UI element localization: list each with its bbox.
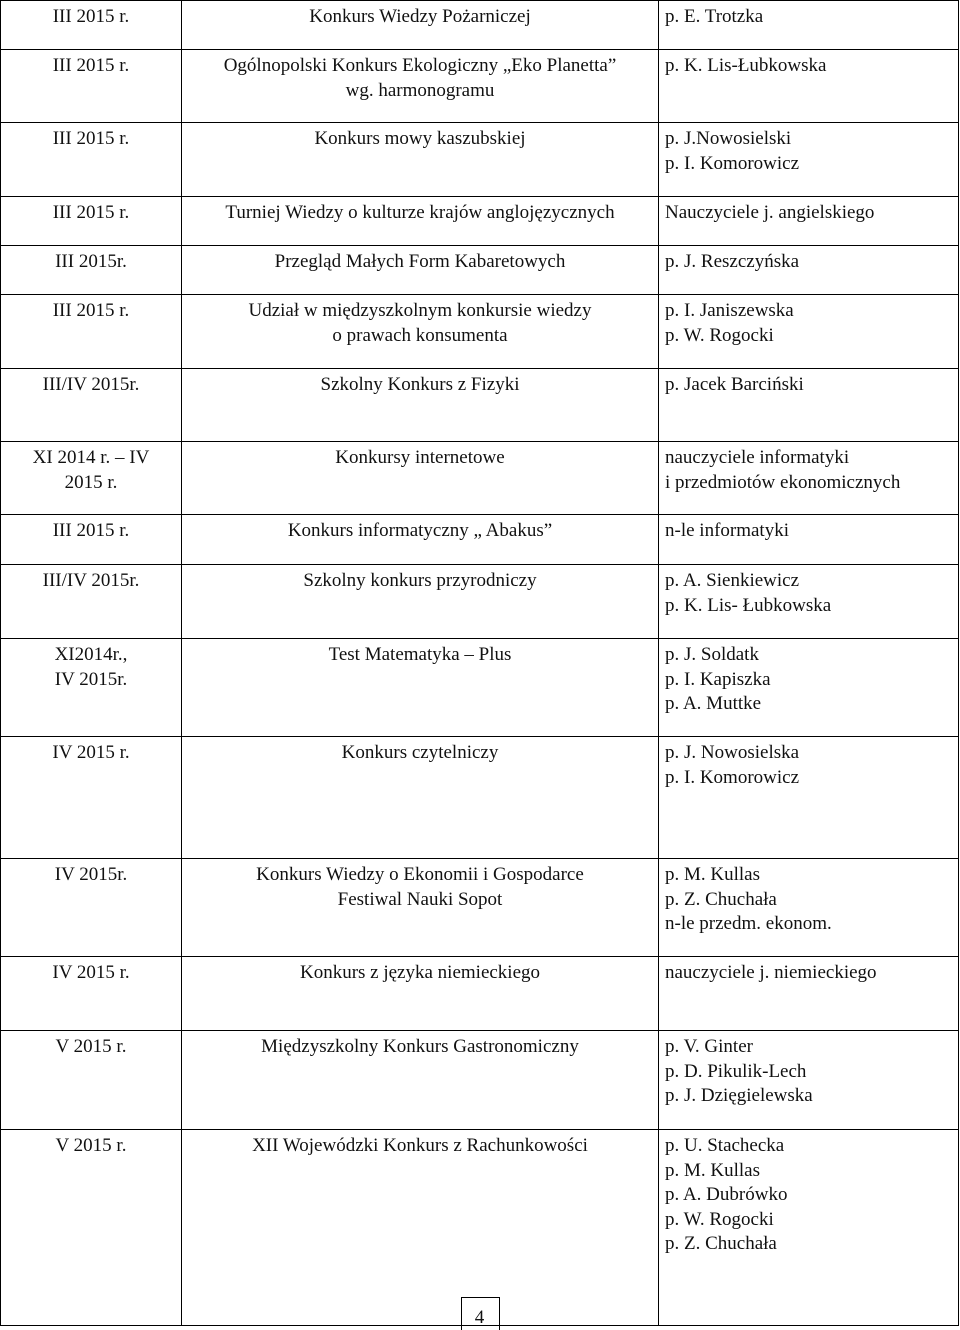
event-cell-line: Udział w międzyszkolnym konkursie wiedzy (248, 300, 592, 321)
date-cell (1, 442, 182, 515)
date-cell (1, 197, 182, 246)
table-row (1, 737, 959, 859)
person-cell (659, 442, 959, 515)
person-cell-line: p. A. Sienkiewicz (665, 570, 800, 591)
person-cell-line: p. D. Pikulik-Lech (665, 1060, 807, 1082)
table-row (1, 515, 959, 565)
person-cell (659, 515, 959, 565)
event-cell (182, 442, 659, 515)
person-cell-line: p. K. Lis-Łubkowska (665, 55, 827, 76)
schedule-body (1, 1, 959, 1326)
event-cell-line: Test Matematyka – Plus (328, 644, 512, 665)
table-row (1, 123, 959, 197)
person-cell-line: n-le informatyki (665, 520, 789, 541)
event-cell (182, 295, 659, 369)
person-cell-line: p. M. Kullas (665, 864, 760, 885)
person-cell (659, 859, 959, 957)
person-cell-line: p. Z. Chuchała (665, 1233, 777, 1254)
person-cell-line: p. A. Muttke (665, 693, 762, 714)
table-row (1, 565, 959, 639)
date-cell-line: IV 2015r. (54, 668, 128, 690)
person-cell-line: p. J. Dzięgielewska (665, 1085, 813, 1106)
person-cell-line: p. M. Kullas (665, 1159, 760, 1181)
event-cell-line: Konkurs Wiedzy o Ekonomii i Gospodarce (256, 864, 584, 885)
person-cell-line: p. Z. Chuchała (665, 888, 777, 910)
person-cell-line: p. I. Janiszewska (665, 300, 794, 321)
person-cell (659, 957, 959, 1031)
event-cell (182, 859, 659, 957)
event-cell-line: Ogólnopolski Konkurs Ekologiczny „Eko Planetta” (223, 55, 617, 76)
date-cell (1, 295, 182, 369)
date-cell (1, 957, 182, 1031)
date-cell (1, 246, 182, 295)
event-cell (182, 369, 659, 442)
person-cell-line: p. W. Rogocki (665, 324, 774, 346)
date-cell-line: III 2015 r. (52, 202, 130, 223)
person-cell (659, 565, 959, 639)
date-cell-line: 2015 r. (64, 471, 118, 493)
event-cell (182, 246, 659, 295)
table-row (1, 1, 959, 50)
event-cell-line: Szkolny Konkurs z Fizyki (320, 374, 520, 395)
table-row (1, 50, 959, 123)
date-cell (1, 859, 182, 957)
person-cell (659, 1130, 959, 1326)
date-cell (1, 123, 182, 197)
table-row (1, 295, 959, 369)
person-cell-line: p. K. Lis- Łubkowska (665, 594, 832, 616)
person-cell-line: Nauczyciele j. angielskiego (665, 202, 875, 223)
event-cell (182, 515, 659, 565)
event-cell (182, 1031, 659, 1130)
person-cell (659, 123, 959, 197)
person-cell-line: p. J. Reszczyńska (665, 251, 800, 272)
person-cell (659, 1, 959, 50)
event-cell (182, 123, 659, 197)
table-row (1, 639, 959, 737)
event-cell (182, 639, 659, 737)
table-row (1, 197, 959, 246)
table-row (1, 442, 959, 515)
event-cell-line: Konkursy internetowe (335, 447, 505, 468)
event-cell (182, 197, 659, 246)
date-cell-line: III 2015 r. (52, 6, 130, 27)
date-cell (1, 1, 182, 50)
event-cell-line: Konkurs Wiedzy Pożarniczej (309, 6, 531, 27)
date-cell (1, 1130, 182, 1326)
person-cell-line: p. J.Nowosielski (665, 128, 792, 149)
event-cell (182, 1, 659, 50)
event-cell-line: Festiwal Nauki Sopot (337, 888, 503, 910)
person-cell-line: p. A. Dubrówko (665, 1184, 788, 1205)
person-cell-line: p. I. Kapiszka (665, 668, 771, 690)
person-cell-line: p. V. Ginter (665, 1036, 753, 1057)
event-cell-line: Konkurs mowy kaszubskiej (314, 128, 526, 149)
person-cell-line: nauczyciele j. niemieckiego (665, 962, 877, 983)
person-cell (659, 246, 959, 295)
event-cell-line: Przegląd Małych Form Kabaretowych (274, 251, 566, 272)
date-cell-line: III/IV 2015r. (42, 374, 140, 395)
date-cell-line: III 2015 r. (52, 520, 130, 541)
person-cell-line: i przedmiotów ekonomicznych (665, 471, 901, 493)
date-cell (1, 1031, 182, 1130)
date-cell-line: III 2015 r. (52, 300, 130, 321)
date-cell (1, 639, 182, 737)
date-cell (1, 369, 182, 442)
person-cell-line: p. Jacek Barciński (665, 374, 804, 395)
event-cell (182, 565, 659, 639)
event-cell-line: Szkolny konkurs przyrodniczy (303, 570, 537, 591)
person-cell (659, 737, 959, 859)
date-cell-line: IV 2015 r. (52, 962, 130, 983)
date-cell-line: IV 2015 r. (52, 742, 130, 763)
person-cell-line: n-le przedm. ekonom. (665, 913, 832, 934)
date-cell-line: III/IV 2015r. (42, 570, 140, 591)
table-row (1, 369, 959, 442)
event-cell-line: Konkurs informatyczny „ Abakus” (287, 520, 553, 541)
date-cell-line: V 2015 r. (55, 1036, 127, 1057)
event-cell (182, 957, 659, 1031)
person-cell (659, 1031, 959, 1130)
person-cell (659, 295, 959, 369)
date-cell (1, 565, 182, 639)
date-cell (1, 515, 182, 565)
person-cell (659, 369, 959, 442)
event-cell (182, 737, 659, 859)
event-cell-line: o prawach konsumenta (332, 324, 508, 346)
person-cell (659, 50, 959, 123)
person-cell (659, 639, 959, 737)
person-cell (659, 197, 959, 246)
person-cell-line: p. J. Nowosielska (665, 742, 800, 763)
date-cell-line: XI 2014 r. – IV (32, 447, 150, 468)
event-cell-line: Międzyszkolny Konkurs Gastronomiczny (261, 1036, 579, 1057)
page-number: 4 (474, 1307, 485, 1328)
date-cell-line: III 2015 r. (52, 128, 130, 149)
date-cell (1, 50, 182, 123)
person-cell-line: p. I. Komorowicz (665, 766, 800, 788)
person-cell-line: p. I. Komorowicz (665, 152, 800, 174)
date-cell-line: IV 2015r. (54, 864, 128, 885)
event-cell-line: XII Wojewódzki Konkurs z Rachunkowości (252, 1135, 588, 1156)
person-cell-line: p. W. Rogocki (665, 1208, 774, 1230)
event-cell (182, 1130, 659, 1326)
date-cell-line: XI2014r., (54, 644, 128, 665)
person-cell-line: p. J. Soldatk (665, 644, 759, 665)
date-cell-line: V 2015 r. (55, 1135, 127, 1156)
event-cell-line: Konkurs z języka niemieckiego (299, 962, 541, 983)
table-row (1, 246, 959, 295)
event-cell-line: Konkurs czytelniczy (341, 742, 499, 763)
table-row (1, 957, 959, 1031)
table-row (1, 1031, 959, 1130)
person-cell-line: nauczyciele informatyki (665, 447, 850, 468)
table-row (1, 859, 959, 957)
date-cell-line: III 2015r. (55, 251, 127, 272)
date-cell (1, 737, 182, 859)
date-cell-line: III 2015 r. (52, 55, 130, 76)
event-cell-line: wg. harmonogramu (345, 79, 495, 101)
person-cell-line: p. U. Stachecka (665, 1135, 785, 1156)
person-cell-line: p. E. Trotzka (665, 6, 764, 27)
event-cell (182, 50, 659, 123)
event-cell-line: Turniej Wiedzy o kulturze krajów anglojęzycznych (225, 202, 615, 223)
